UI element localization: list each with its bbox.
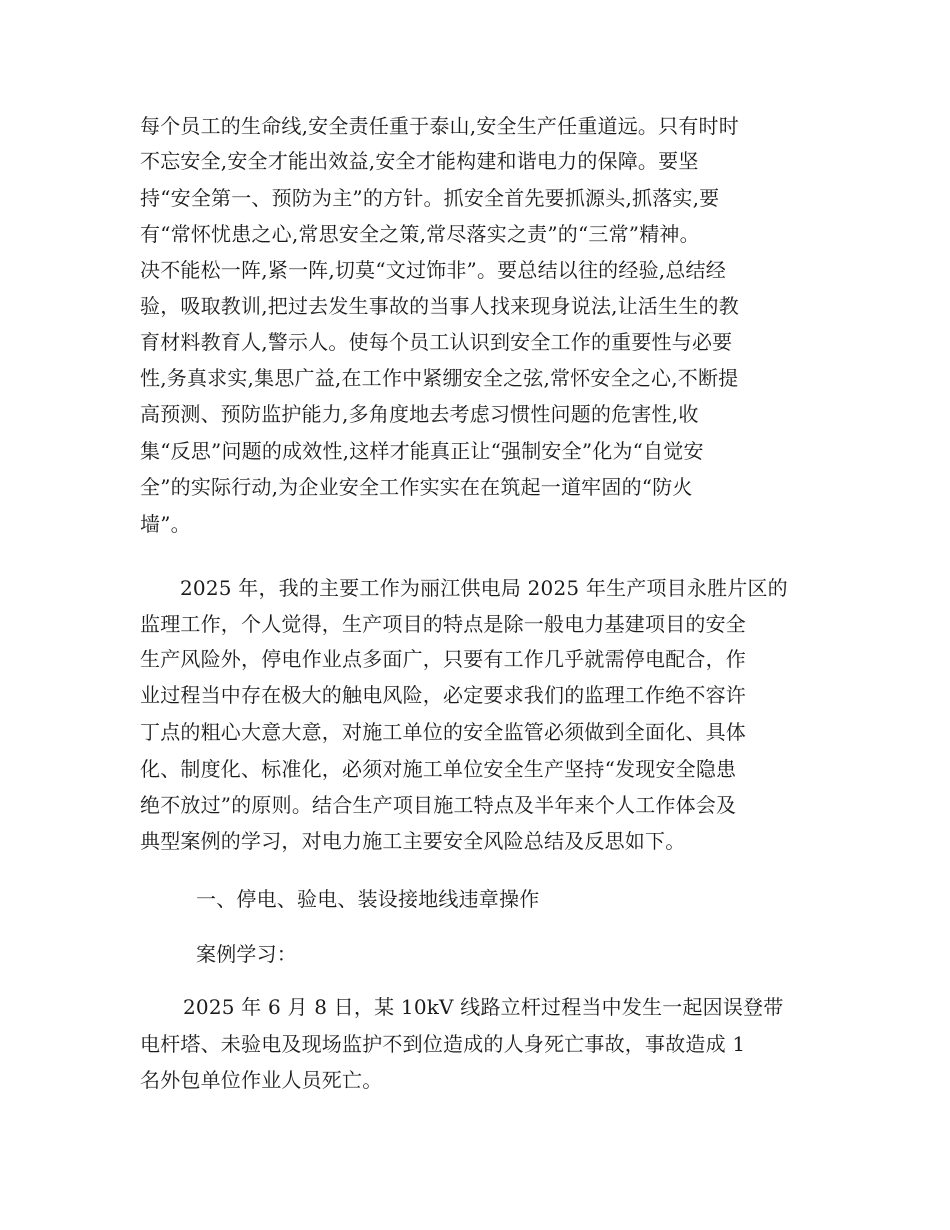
- text-line: 业过程当中存在极大的触电风险，必定要求我们的监理工作绝不容许: [140, 683, 746, 707]
- text-line: 育材料教育人,警示人。使每个员工认识到安全工作的重要性与必要: [140, 330, 733, 354]
- text-line: 高预测、预防监护能力,多角度地去考虑习惯性问题的危害性,收: [140, 402, 699, 426]
- text-line: 决不能松一阵,紧一阵,切莫“文过饰非”。要总结以往的经验,总结经: [140, 258, 726, 282]
- text-line: 绝不放过”的原则。结合生产项目施工特点及半年来个人工作体会及: [140, 793, 737, 817]
- case-label: 案例学习：: [196, 942, 297, 966]
- text-line: 电杆塔、未验电及现场监护不到位造成的人身死亡事故，事故造成 1: [140, 1032, 746, 1056]
- text-line: 有“常怀忧患之心,常思安全之策,常尽落实之责”的“三常”精神。: [140, 222, 700, 246]
- text-line: 每个员工的生命线,安全责任重于泰山,安全生产任重道远。只有时时: [140, 114, 739, 138]
- text-line: 生产风险外，停电作业点多面广，只要有工作几乎就需停电配合，作: [140, 647, 746, 671]
- text-line: 2025 年 6 月 8 日，某 10kV 线路立杆过程当中发生一起因误登带: [183, 995, 784, 1019]
- text-line: 监理工作，个人觉得，生产项目的特点是除一般电力基建项目的安全: [140, 612, 746, 636]
- section-heading: 一、停电、验电、装设接地线违章操作: [196, 887, 540, 911]
- text-line: 全”的实际行动,为企业安全工作实实在在筑起一道牢固的“防火: [140, 475, 693, 499]
- text-line: 化、制度化、标准化，必须对施工单位安全生产坚持“发现安全隐患: [140, 757, 737, 781]
- text-line: 丁点的粗心大意大意，对施工单位的安全监管必须做到全面化、具体: [140, 720, 746, 744]
- text-line: 持“安全第一、预防为主”的方针。抓安全首先要抓源头,抓落实,要: [140, 186, 720, 210]
- text-line: 2025 年，我的主要工作为丽江供电局 2025 年生产项目永胜片区的: [180, 576, 788, 600]
- text-line: 集“反思”问题的成效性,这样才能真正让“强制安全”化为“自觉安: [140, 439, 704, 463]
- text-line: 不忘安全,安全才能出效益,安全才能构建和谐电力的保障。要坚: [140, 149, 699, 173]
- text-line: 墙”。: [140, 512, 191, 536]
- text-line: 性,务真求实,集思广益,在工作中紧绷安全之弦,常怀安全之心,不断提: [140, 366, 739, 390]
- text-line: 验，吸取教训,把过去发生事故的当事人找来现身说法,让活生生的教: [140, 294, 739, 318]
- text-line: 名外包单位作业人员死亡。: [140, 1068, 383, 1092]
- text-line: 典型案例的学习，对电力施工主要安全风险总结及反思如下。: [140, 829, 686, 853]
